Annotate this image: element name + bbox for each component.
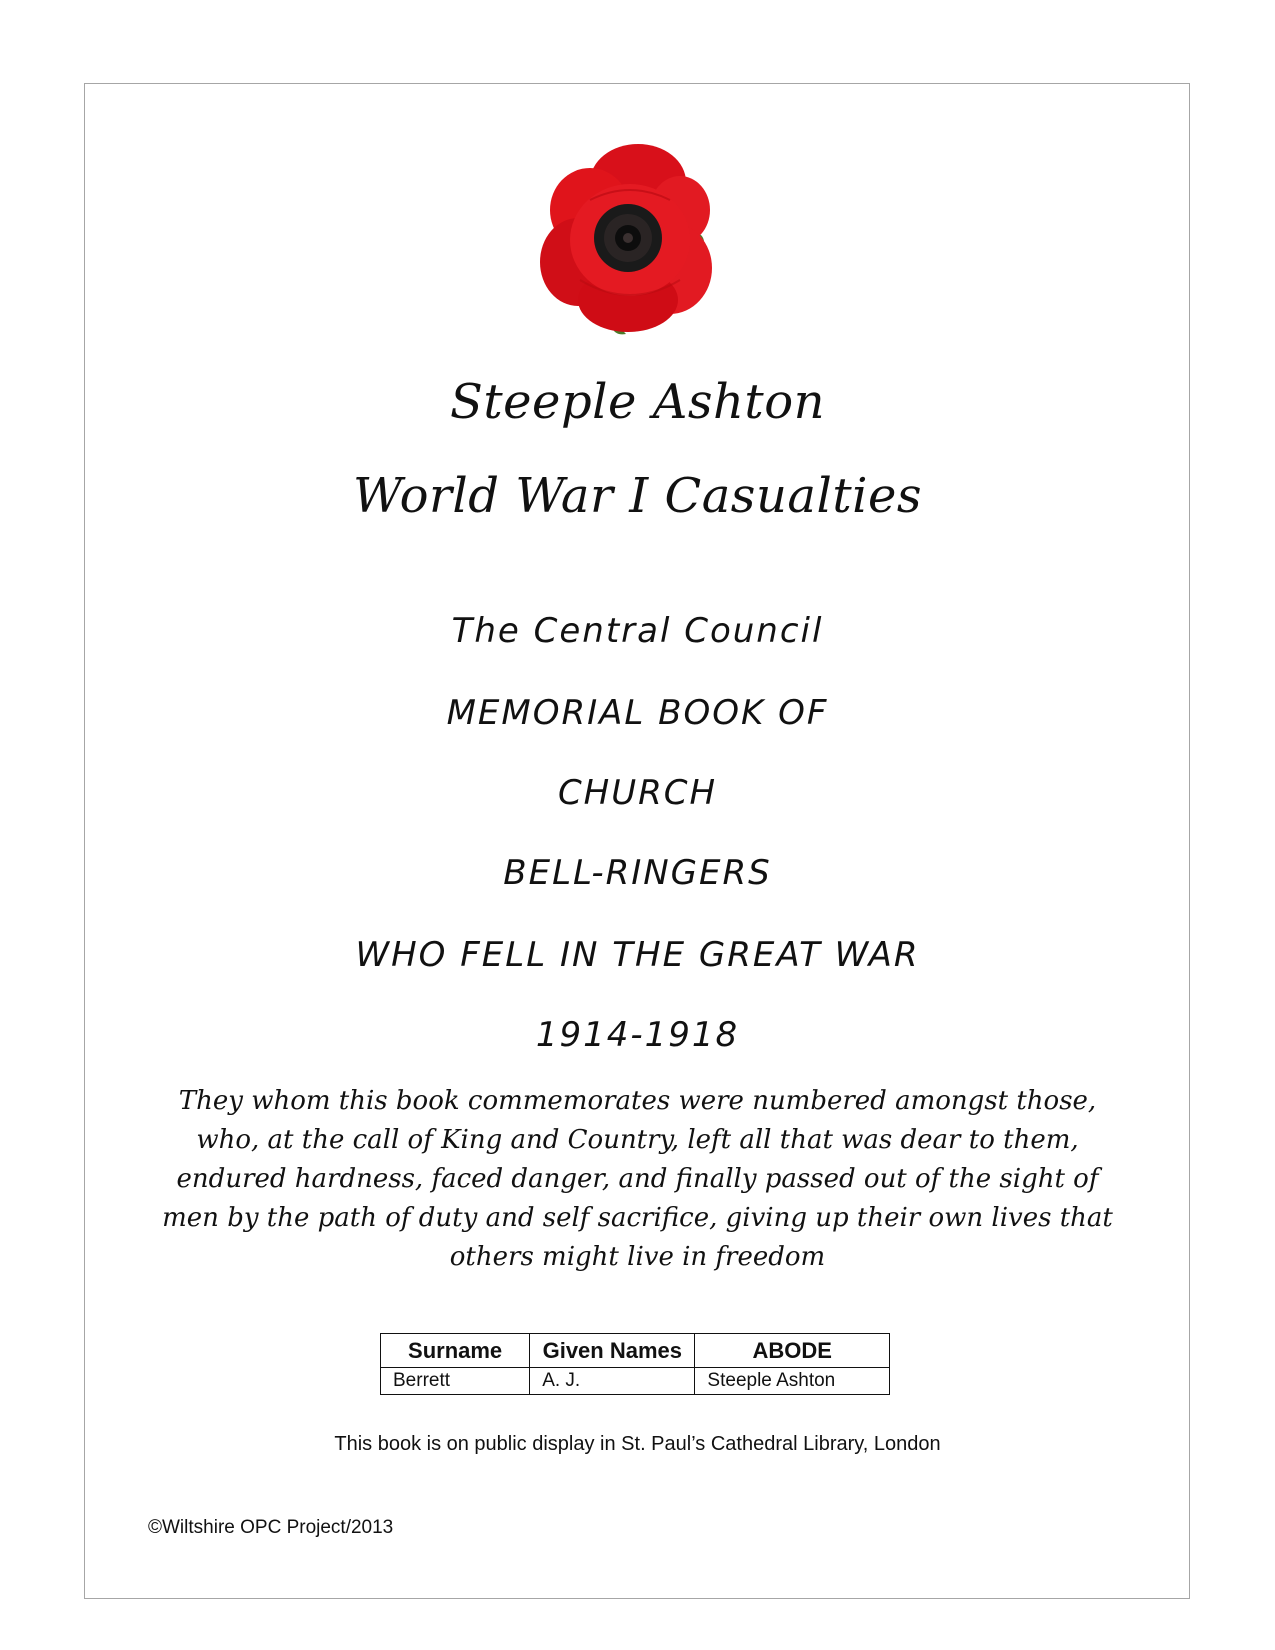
- heading-years: 1914-1918: [535, 1015, 740, 1055]
- header-abode: ABODE: [695, 1334, 890, 1368]
- heading-line-3: CHURCH: [557, 773, 718, 813]
- cell-given-names: A. J.: [530, 1368, 695, 1395]
- table-header-row: [381, 1334, 890, 1368]
- heading-line-5: WHO FELL IN THE GREAT WAR: [355, 935, 920, 975]
- dedication-line: endured hardness, faced danger, and finally passed out of the sight of: [176, 1164, 1099, 1194]
- table-row: [381, 1368, 890, 1395]
- title-place: Steeple Ashton: [449, 374, 826, 430]
- heading-line-4: BELL-RINGERS: [503, 853, 772, 893]
- header-given-names: Given Names: [530, 1334, 695, 1368]
- casualty-table: [380, 1333, 890, 1395]
- dedication-line: others might live in freedom: [449, 1242, 826, 1272]
- dedication-line: They whom this book commemorates were numbered amongst those,: [178, 1086, 1097, 1116]
- poppy-flower-icon: [520, 140, 740, 340]
- heading-line-2: MEMORIAL BOOK OF: [446, 693, 829, 733]
- cell-surname: Berrett: [381, 1368, 530, 1395]
- display-note: This book is on public display in St. Paul’s Cathedral Library, London: [334, 1433, 941, 1455]
- dedication-line: who, at the call of King and Country, left all that was dear to them,: [196, 1125, 1079, 1155]
- dedication-line: men by the path of duty and self sacrifice, giving up their own lives that: [162, 1203, 1113, 1233]
- cell-abode: Steeple Ashton: [695, 1368, 890, 1395]
- copyright-notice: ©Wiltshire OPC Project/2013: [148, 1517, 394, 1538]
- dedication-text: [140, 1082, 1135, 1277]
- heading-line-1: The Central Council: [451, 611, 824, 651]
- header-surname: Surname: [381, 1334, 530, 1368]
- title-subject: World War I Casualties: [353, 468, 922, 524]
